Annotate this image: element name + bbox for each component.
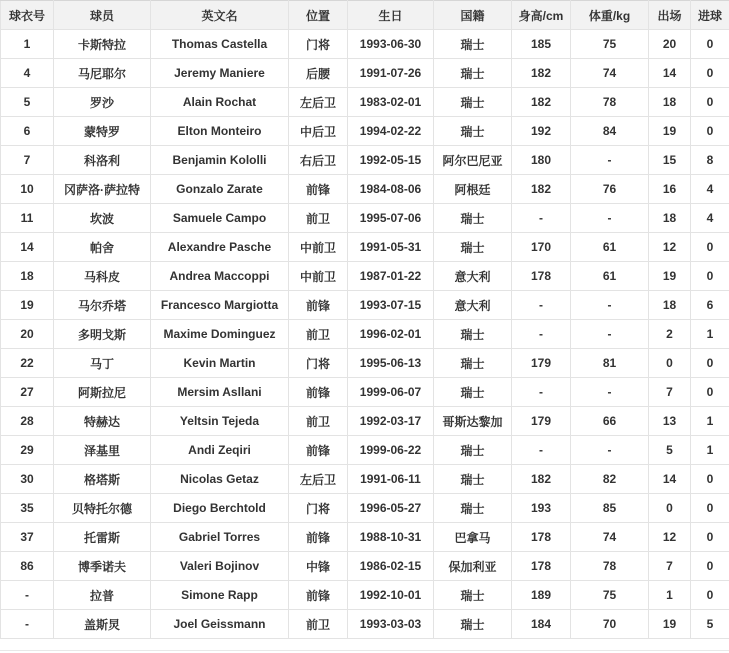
cell-weight: 61 <box>571 262 649 291</box>
cell-nationality: 瑞士 <box>434 88 512 117</box>
column-header-birthday: 生日 <box>348 1 434 30</box>
cell-en_name: Thomas Castella <box>151 30 289 59</box>
cell-name: 拉普 <box>54 581 151 610</box>
cell-number: 35 <box>1 494 54 523</box>
cell-appearances: 7 <box>649 378 691 407</box>
cell-appearances: 19 <box>649 262 691 291</box>
cell-nationality: 瑞士 <box>434 494 512 523</box>
cell-name: 马科皮 <box>54 262 151 291</box>
cell-number: 29 <box>1 436 54 465</box>
cell-goals: 1 <box>691 436 729 465</box>
cell-en_name: Alexandre Pasche <box>151 233 289 262</box>
cell-en_name: Samuele Campo <box>151 204 289 233</box>
cell-goals: 4 <box>691 175 729 204</box>
cell-height: 178 <box>512 523 571 552</box>
table-row <box>1 291 729 320</box>
cell-position: 门将 <box>289 494 348 523</box>
cell-goals: 6 <box>691 291 729 320</box>
table-row <box>1 59 729 88</box>
cell-en_name: Nicolas Getaz <box>151 465 289 494</box>
table-row <box>1 436 729 465</box>
cell-appearances: 16 <box>649 175 691 204</box>
table-row <box>1 262 729 291</box>
cell-en_name: Gabriel Torres <box>151 523 289 552</box>
table-row <box>1 117 729 146</box>
cell-name: 博季诺夫 <box>54 552 151 581</box>
cell-weight: 78 <box>571 552 649 581</box>
cell-height: 185 <box>512 30 571 59</box>
cell-name: 马丁 <box>54 349 151 378</box>
cell-name: 泽基里 <box>54 436 151 465</box>
cell-en_name: Mersim Asllani <box>151 378 289 407</box>
cell-number: 10 <box>1 175 54 204</box>
cell-number: 86 <box>1 552 54 581</box>
cell-birthday: 1993-06-30 <box>348 30 434 59</box>
cell-appearances: 18 <box>649 204 691 233</box>
cell-weight: 82 <box>571 465 649 494</box>
cell-en_name: Jeremy Maniere <box>151 59 289 88</box>
cell-number: - <box>1 610 54 639</box>
table-row <box>1 494 729 523</box>
cell-birthday: 1995-06-13 <box>348 349 434 378</box>
table-row <box>1 88 729 117</box>
cell-number: 27 <box>1 378 54 407</box>
cell-name: 贝特托尔德 <box>54 494 151 523</box>
column-header-height: 身高/cm <box>512 1 571 30</box>
cell-nationality: 瑞士 <box>434 204 512 233</box>
table-row <box>1 204 729 233</box>
cell-height: 193 <box>512 494 571 523</box>
cell-birthday: 1993-03-03 <box>348 610 434 639</box>
cell-nationality: 瑞士 <box>434 436 512 465</box>
cell-en_name: Yeltsin Tejeda <box>151 407 289 436</box>
cell-position: 前锋 <box>289 175 348 204</box>
cell-birthday: 1986-02-15 <box>348 552 434 581</box>
cell-height: - <box>512 378 571 407</box>
table-row <box>1 552 729 581</box>
cell-height: 178 <box>512 552 571 581</box>
cell-goals: 1 <box>691 407 729 436</box>
cell-en_name: Kevin Martin <box>151 349 289 378</box>
cell-height: 179 <box>512 349 571 378</box>
cell-birthday: 1995-07-06 <box>348 204 434 233</box>
cell-en_name: Maxime Dominguez <box>151 320 289 349</box>
cell-height: - <box>512 436 571 465</box>
cell-appearances: 14 <box>649 465 691 494</box>
cell-name: 马尔乔塔 <box>54 291 151 320</box>
cell-nationality: 哥斯达黎加 <box>434 407 512 436</box>
cell-number: 37 <box>1 523 54 552</box>
cell-position: 前锋 <box>289 291 348 320</box>
cell-appearances: 14 <box>649 59 691 88</box>
cell-height: - <box>512 320 571 349</box>
cell-nationality: 巴拿马 <box>434 523 512 552</box>
cell-goals: 0 <box>691 88 729 117</box>
cell-weight: 75 <box>571 30 649 59</box>
header-row <box>1 1 729 30</box>
cell-nationality: 瑞士 <box>434 30 512 59</box>
cell-birthday: 1996-05-27 <box>348 494 434 523</box>
cell-name: 托雷斯 <box>54 523 151 552</box>
cell-nationality: 瑞士 <box>434 581 512 610</box>
cell-nationality: 瑞士 <box>434 320 512 349</box>
cell-en_name: Elton Monteiro <box>151 117 289 146</box>
cell-en_name: Benjamin Kololli <box>151 146 289 175</box>
cell-position: 左后卫 <box>289 465 348 494</box>
cell-position: 中前卫 <box>289 233 348 262</box>
column-header-number: 球衣号 <box>1 1 54 30</box>
cell-nationality: 瑞士 <box>434 233 512 262</box>
cell-nationality: 瑞士 <box>434 349 512 378</box>
column-header-position: 位置 <box>289 1 348 30</box>
cell-goals: 0 <box>691 378 729 407</box>
cell-height: 178 <box>512 262 571 291</box>
cell-weight: - <box>571 436 649 465</box>
cell-number: 6 <box>1 117 54 146</box>
cell-weight: 85 <box>571 494 649 523</box>
cell-height: - <box>512 204 571 233</box>
cell-number: 4 <box>1 59 54 88</box>
cell-height: 192 <box>512 117 571 146</box>
table-row <box>1 378 729 407</box>
cell-birthday: 1983-02-01 <box>348 88 434 117</box>
cell-birthday: 1999-06-07 <box>348 378 434 407</box>
cell-nationality: 瑞士 <box>434 378 512 407</box>
cell-goals: 0 <box>691 523 729 552</box>
cell-en_name: Alain Rochat <box>151 88 289 117</box>
cell-weight: - <box>571 291 649 320</box>
cell-position: 前锋 <box>289 523 348 552</box>
cell-position: 中锋 <box>289 552 348 581</box>
table-row <box>1 146 729 175</box>
cell-name: 特赫达 <box>54 407 151 436</box>
cell-en_name: Joel Geissmann <box>151 610 289 639</box>
cell-weight: - <box>571 146 649 175</box>
cell-birthday: 1991-06-11 <box>348 465 434 494</box>
cell-position: 门将 <box>289 30 348 59</box>
cell-goals: 0 <box>691 262 729 291</box>
table-row <box>1 320 729 349</box>
cell-weight: 76 <box>571 175 649 204</box>
cell-position: 前锋 <box>289 436 348 465</box>
cell-appearances: 20 <box>649 30 691 59</box>
cell-en_name: Gonzalo Zarate <box>151 175 289 204</box>
cell-nationality: 瑞士 <box>434 465 512 494</box>
cell-position: 后腰 <box>289 59 348 88</box>
cell-weight: 74 <box>571 59 649 88</box>
cell-goals: 0 <box>691 552 729 581</box>
cell-birthday: 1987-01-22 <box>348 262 434 291</box>
cell-name: 科洛利 <box>54 146 151 175</box>
cell-weight: 84 <box>571 117 649 146</box>
cell-height: 184 <box>512 610 571 639</box>
cell-name: 阿斯拉尼 <box>54 378 151 407</box>
cell-position: 前锋 <box>289 581 348 610</box>
table-row <box>1 30 729 59</box>
cell-birthday: 1992-03-17 <box>348 407 434 436</box>
cell-weight: 81 <box>571 349 649 378</box>
cell-position: 左后卫 <box>289 88 348 117</box>
cell-goals: 1 <box>691 320 729 349</box>
cell-birthday: 1992-10-01 <box>348 581 434 610</box>
cell-nationality: 瑞士 <box>434 117 512 146</box>
cell-position: 右后卫 <box>289 146 348 175</box>
cell-height: - <box>512 291 571 320</box>
table-row <box>1 581 729 610</box>
cell-goals: 0 <box>691 494 729 523</box>
cell-goals: 0 <box>691 30 729 59</box>
cell-position: 中后卫 <box>289 117 348 146</box>
cell-goals: 0 <box>691 117 729 146</box>
cell-height: 182 <box>512 88 571 117</box>
cell-height: 179 <box>512 407 571 436</box>
cell-appearances: 13 <box>649 407 691 436</box>
cell-birthday: 1996-02-01 <box>348 320 434 349</box>
cell-number: - <box>1 581 54 610</box>
cell-birthday: 1991-07-26 <box>348 59 434 88</box>
cell-appearances: 0 <box>649 349 691 378</box>
cell-appearances: 18 <box>649 291 691 320</box>
cell-number: 22 <box>1 349 54 378</box>
cell-goals: 8 <box>691 146 729 175</box>
cell-appearances: 15 <box>649 146 691 175</box>
cell-appearances: 19 <box>649 610 691 639</box>
cell-number: 7 <box>1 146 54 175</box>
table-row <box>1 349 729 378</box>
cell-appearances: 18 <box>649 88 691 117</box>
cell-birthday: 1991-05-31 <box>348 233 434 262</box>
cell-en_name: Valeri Bojinov <box>151 552 289 581</box>
cell-name: 冈萨洛·萨拉特 <box>54 175 151 204</box>
cell-nationality: 意大利 <box>434 291 512 320</box>
cell-birthday: 1992-05-15 <box>348 146 434 175</box>
cell-appearances: 5 <box>649 436 691 465</box>
cell-weight: 70 <box>571 610 649 639</box>
cell-nationality: 意大利 <box>434 262 512 291</box>
cell-height: 189 <box>512 581 571 610</box>
column-header-appearances: 出场 <box>649 1 691 30</box>
cell-goals: 4 <box>691 204 729 233</box>
cell-en_name: Andrea Maccoppi <box>151 262 289 291</box>
cell-appearances: 7 <box>649 552 691 581</box>
cell-goals: 0 <box>691 465 729 494</box>
cell-birthday: 1988-10-31 <box>348 523 434 552</box>
cell-weight: 66 <box>571 407 649 436</box>
cell-height: 180 <box>512 146 571 175</box>
cell-number: 5 <box>1 88 54 117</box>
table-row <box>1 233 729 262</box>
cell-weight: - <box>571 204 649 233</box>
cell-name: 盖斯炅 <box>54 610 151 639</box>
cell-height: 182 <box>512 465 571 494</box>
cell-position: 门将 <box>289 349 348 378</box>
cell-appearances: 0 <box>649 494 691 523</box>
cell-number: 28 <box>1 407 54 436</box>
cell-appearances: 1 <box>649 581 691 610</box>
cell-nationality: 阿尔巴尼亚 <box>434 146 512 175</box>
cell-number: 20 <box>1 320 54 349</box>
cell-birthday: 1993-07-15 <box>348 291 434 320</box>
cell-name: 帕舍 <box>54 233 151 262</box>
column-header-weight: 体重/kg <box>571 1 649 30</box>
cell-en_name: Andi Zeqiri <box>151 436 289 465</box>
cell-name: 格塔斯 <box>54 465 151 494</box>
column-header-en_name: 英文名 <box>151 1 289 30</box>
cell-weight: 74 <box>571 523 649 552</box>
cell-name: 坎波 <box>54 204 151 233</box>
cell-number: 11 <box>1 204 54 233</box>
table-row <box>1 465 729 494</box>
cell-position: 前卫 <box>289 407 348 436</box>
cell-goals: 0 <box>691 349 729 378</box>
cell-nationality: 瑞士 <box>434 59 512 88</box>
cell-goals: 0 <box>691 233 729 262</box>
column-header-nationality: 国籍 <box>434 1 512 30</box>
cell-position: 前卫 <box>289 610 348 639</box>
cell-birthday: 1984-08-06 <box>348 175 434 204</box>
bottom-divider <box>0 650 729 651</box>
cell-goals: 0 <box>691 581 729 610</box>
cell-appearances: 2 <box>649 320 691 349</box>
cell-name: 蒙特罗 <box>54 117 151 146</box>
cell-goals: 5 <box>691 610 729 639</box>
column-header-goals: 进球 <box>691 1 729 30</box>
cell-nationality: 阿根廷 <box>434 175 512 204</box>
cell-birthday: 1994-02-22 <box>348 117 434 146</box>
cell-appearances: 12 <box>649 523 691 552</box>
cell-goals: 0 <box>691 59 729 88</box>
cell-position: 前锋 <box>289 378 348 407</box>
table-row <box>1 523 729 552</box>
cell-nationality: 瑞士 <box>434 610 512 639</box>
cell-position: 中前卫 <box>289 262 348 291</box>
cell-en_name: Francesco Margiotta <box>151 291 289 320</box>
cell-weight: - <box>571 378 649 407</box>
cell-height: 182 <box>512 175 571 204</box>
cell-en_name: Diego Berchtold <box>151 494 289 523</box>
cell-appearances: 12 <box>649 233 691 262</box>
cell-height: 182 <box>512 59 571 88</box>
cell-weight: 61 <box>571 233 649 262</box>
cell-number: 19 <box>1 291 54 320</box>
cell-number: 18 <box>1 262 54 291</box>
cell-name: 多明戈斯 <box>54 320 151 349</box>
cell-number: 1 <box>1 30 54 59</box>
cell-birthday: 1999-06-22 <box>348 436 434 465</box>
table-row <box>1 610 729 639</box>
cell-position: 前卫 <box>289 204 348 233</box>
cell-number: 30 <box>1 465 54 494</box>
cell-name: 卡斯特拉 <box>54 30 151 59</box>
cell-weight: - <box>571 320 649 349</box>
cell-name: 马尼耶尔 <box>54 59 151 88</box>
cell-number: 14 <box>1 233 54 262</box>
cell-appearances: 19 <box>649 117 691 146</box>
cell-en_name: Simone Rapp <box>151 581 289 610</box>
cell-name: 罗沙 <box>54 88 151 117</box>
cell-weight: 75 <box>571 581 649 610</box>
column-header-name: 球员 <box>54 1 151 30</box>
table-row <box>1 407 729 436</box>
cell-weight: 78 <box>571 88 649 117</box>
table-row <box>1 175 729 204</box>
cell-height: 170 <box>512 233 571 262</box>
cell-nationality: 保加利亚 <box>434 552 512 581</box>
cell-position: 前卫 <box>289 320 348 349</box>
